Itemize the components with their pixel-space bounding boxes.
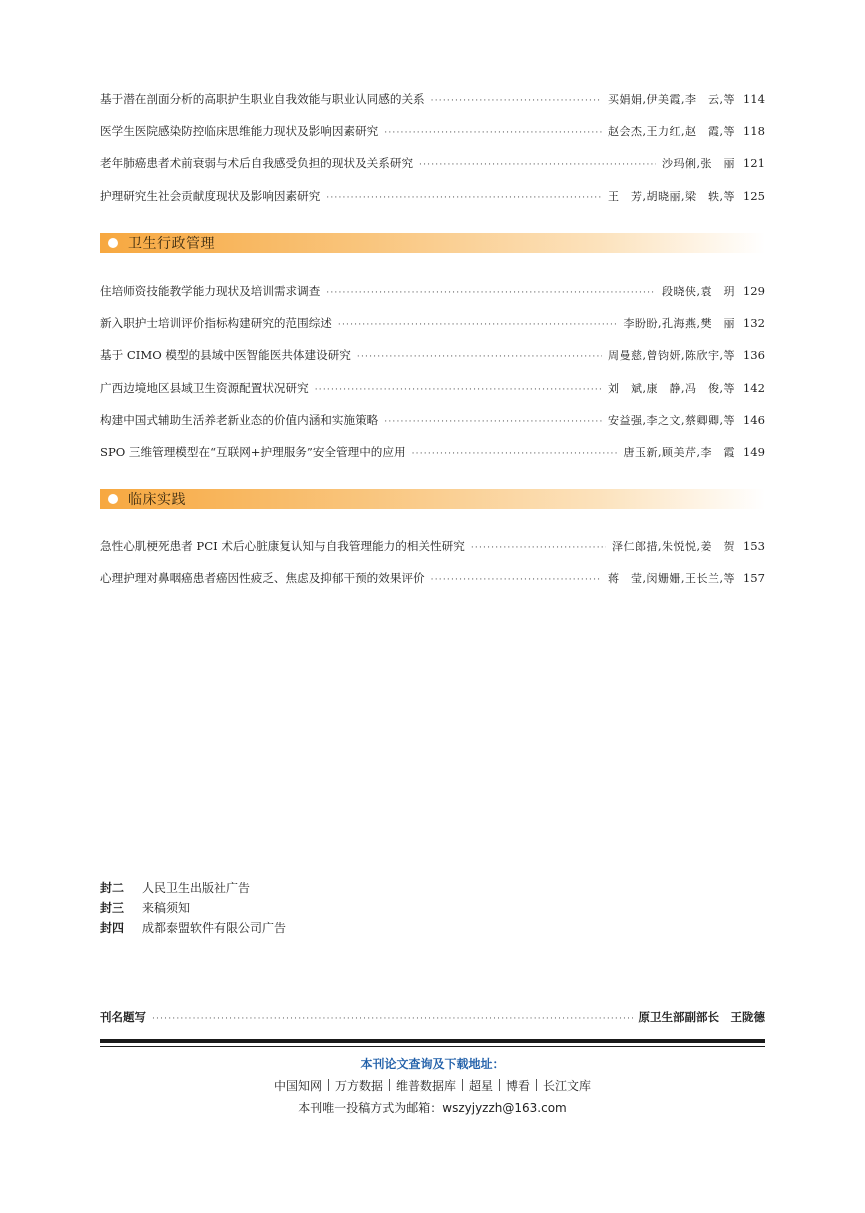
toc-entry-authors: 蒋 莹,闵姗姗,王长兰,等 xyxy=(608,572,735,586)
toc-entry-title: 构建中国式辅助生活养老新业态的价值内涵和实施策略 xyxy=(100,412,379,427)
toc-entry-authors: 周曼慈,曾钧妍,陈欣宇,等 xyxy=(608,349,735,363)
toc-entry-page: 157 xyxy=(742,571,765,586)
toc-entry-authors: 刘 斌,康 静,冯 俊,等 xyxy=(608,381,735,395)
toc-entry-title: 护理研究生社会贡献度现状及影响因素研究 xyxy=(100,188,321,203)
cover-item xyxy=(100,878,286,898)
calligraphy-name: 原卫生部副部长 王陇德 xyxy=(638,1010,765,1024)
cover-item xyxy=(100,898,286,918)
toc-section-clinical-practice xyxy=(100,535,765,599)
toc-leader-dots xyxy=(384,411,602,433)
toc-entry-page: 129 xyxy=(742,284,765,298)
toc-section-continued xyxy=(100,88,765,217)
toc-entry-page: 142 xyxy=(742,380,765,395)
toc-entry-title: 心理护理对鼻咽癌患者癌因性疲乏、焦虑及抑郁干预的效果评价 xyxy=(100,571,425,586)
toc-leader-dots xyxy=(431,90,602,112)
toc-entry-authors: 李盼盼,孔海燕,樊 丽 xyxy=(623,317,735,331)
toc-entry-title: 新入职护士培训评价指标构建研究的范围综述 xyxy=(100,316,332,331)
toc-leader-dots xyxy=(471,537,606,559)
toc-entry[interactable] xyxy=(100,120,765,152)
separator xyxy=(536,1079,537,1091)
footer-title: 本刊论文查询及下载地址： xyxy=(360,1057,505,1071)
cover-value: 来稿须知 xyxy=(142,901,191,915)
toc-leader-dots xyxy=(357,346,602,368)
toc-leader-dots xyxy=(431,569,602,591)
toc-entry-authors: 唐玉新,顾美芹,李 霞 xyxy=(623,445,735,459)
toc-entry-title: 住培师资技能教学能力现状及培训需求调查 xyxy=(100,284,321,298)
section-header-health-admin xyxy=(100,233,765,253)
toc-entry-page: 149 xyxy=(742,444,765,459)
toc-entry-authors: 赵会杰,王力红,赵 霞,等 xyxy=(608,125,735,139)
toc-leader-dots xyxy=(315,379,602,401)
cover-value: 成都泰盟软件有限公司广告 xyxy=(142,921,287,935)
separator xyxy=(499,1079,500,1091)
toc-entry[interactable] xyxy=(100,409,765,441)
cover-value: 人民卫生出版社广告 xyxy=(142,881,251,895)
separator xyxy=(389,1079,390,1091)
toc-leader-dots xyxy=(412,443,618,465)
toc-entry[interactable] xyxy=(100,441,765,473)
database-link[interactable]: 万方数据 xyxy=(334,1079,383,1093)
toc-leader-dots xyxy=(338,314,618,336)
toc-entry-page: 136 xyxy=(742,348,765,363)
database-link[interactable]: 中国知网 xyxy=(273,1079,322,1093)
database-link[interactable]: 维普数据库 xyxy=(395,1079,456,1093)
section-heading: 临床实践 xyxy=(128,492,186,508)
calligraphy-leader-dots xyxy=(152,1014,633,1024)
bullet-dot-icon xyxy=(108,238,118,248)
toc-entry-authors: 安益强,李之文,蔡卿卿,等 xyxy=(608,413,735,427)
cover-key: 封四 xyxy=(100,921,125,935)
toc-entry-page: 146 xyxy=(742,412,765,427)
toc-entry-page: 132 xyxy=(742,316,765,331)
toc-entry-title: 急性心肌梗死患者 PCI 术后心脏康复认知与自我管理能力的相关性研究 xyxy=(100,539,465,553)
toc-entry[interactable] xyxy=(100,88,765,120)
separator xyxy=(462,1079,463,1091)
toc-entry-title: 基于 CIMO 模型的县域中医智能医共体建设研究 xyxy=(100,348,351,363)
database-list xyxy=(100,1075,765,1097)
section-header-clinical-practice xyxy=(100,489,765,509)
toc-entry-title: SPO 三维管理模型在“互联网+护理服务”安全管理中的应用 xyxy=(100,444,406,459)
database-link[interactable]: 博看 xyxy=(506,1079,531,1093)
toc-entry-title: 老年肺癌患者术前衰弱与术后自我感受负担的现状及关系研究 xyxy=(100,156,414,171)
toc-entry-page: 118 xyxy=(742,124,765,139)
database-link[interactable]: 长江文库 xyxy=(543,1079,592,1093)
toc-entry[interactable] xyxy=(100,312,765,344)
cover-ads-list xyxy=(100,878,286,938)
toc-entry-title: 广西边境地区县域卫生资源配置状况研究 xyxy=(100,380,309,395)
toc-entry[interactable] xyxy=(100,280,765,312)
toc-entry-page: 153 xyxy=(742,539,765,553)
toc-entry-title: 医学生医院感染防控临床思维能力现状及影响因素研究 xyxy=(100,124,379,139)
cover-key: 封二 xyxy=(100,881,125,895)
calligraphy-credit xyxy=(100,1009,765,1025)
toc-entry[interactable] xyxy=(100,344,765,376)
toc-leader-dots xyxy=(384,122,602,144)
footer xyxy=(100,1053,765,1119)
toc-leader-dots xyxy=(419,154,656,176)
toc-entry-page: 125 xyxy=(742,188,765,203)
toc-leader-dots xyxy=(326,282,656,304)
toc-entry[interactable] xyxy=(100,535,765,567)
calligraphy-label: 刊名题写 xyxy=(100,1010,146,1024)
cover-item xyxy=(100,918,286,938)
toc-entry-authors: 段晓侠,袁 玥 xyxy=(662,285,735,298)
section-heading: 卫生行政管理 xyxy=(128,236,215,252)
toc-entry-page: 114 xyxy=(742,92,765,106)
divider-thin xyxy=(100,1046,765,1047)
separator xyxy=(328,1079,329,1091)
database-link[interactable]: 超星 xyxy=(469,1079,494,1093)
toc-entry-authors: 买娟娟,伊美霞,李 云,等 xyxy=(608,93,735,106)
toc-entry-authors: 泽仁郎措,朱悦悦,姜 贺 xyxy=(612,540,735,553)
divider-thick xyxy=(100,1039,765,1043)
toc-entry[interactable] xyxy=(100,185,765,217)
toc-entry-authors: 王 芳,胡晓丽,梁 轶,等 xyxy=(608,189,735,203)
toc-entry[interactable] xyxy=(100,567,765,599)
cover-key: 封三 xyxy=(100,901,125,915)
toc-entry[interactable] xyxy=(100,377,765,409)
toc-entry-page: 121 xyxy=(742,156,765,171)
toc-entry-authors: 沙玛俐,张 丽 xyxy=(662,157,735,171)
submission-email: 本刊唯一投稿方式为邮箱：wszyjyzzh@163.com xyxy=(298,1101,567,1115)
bullet-dot-icon xyxy=(108,494,118,504)
toc-leader-dots xyxy=(326,187,602,209)
toc-entry[interactable] xyxy=(100,152,765,184)
toc-entry-title: 基于潜在剖面分析的高职护生职业自我效能与职业认同感的关系 xyxy=(100,92,425,106)
toc-section-health-admin xyxy=(100,280,765,473)
